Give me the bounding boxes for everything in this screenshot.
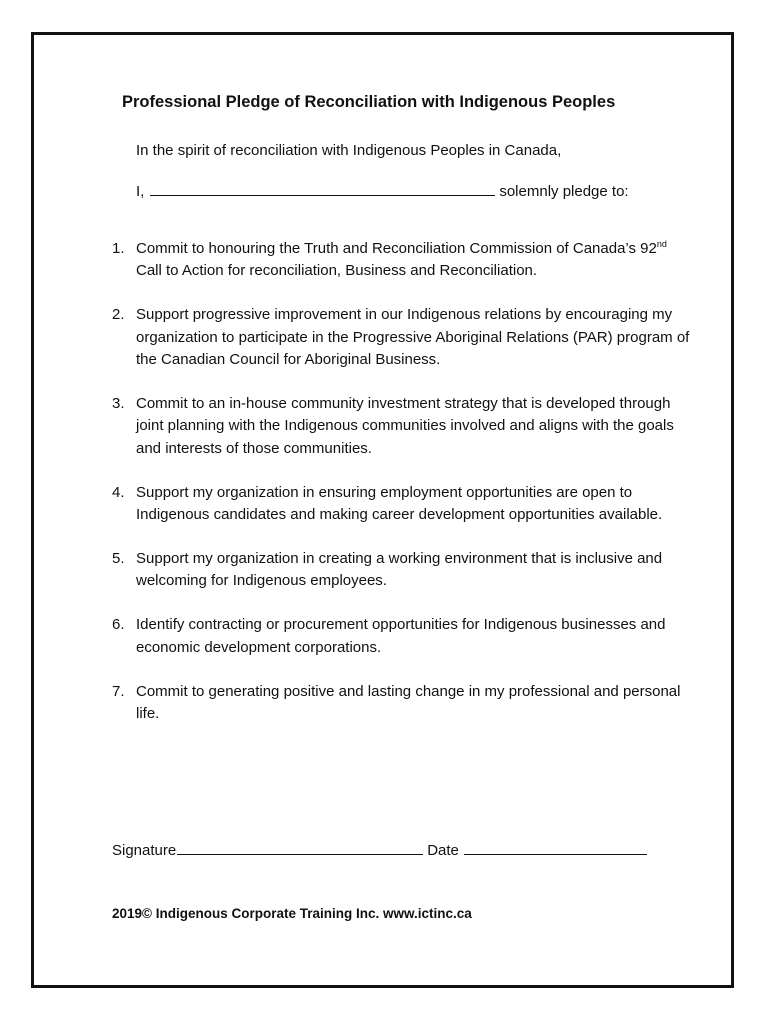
pledger-line	[136, 181, 629, 200]
pledge-item-number: 4.	[112, 483, 125, 501]
pledge-item-2	[112, 304, 692, 371]
pledge-item-number: 6.	[112, 616, 125, 634]
signature-label: Signature	[112, 842, 177, 859]
name-blank-field[interactable]	[150, 181, 495, 196]
pledge-item-text: Commit to generating positive and lasting change in my professional and personal life.	[136, 682, 681, 723]
pledger-suffix: solemnly pledge to:	[499, 183, 629, 200]
pledge-item-7	[112, 681, 692, 726]
signature-field[interactable]	[177, 840, 423, 855]
pledge-item-text-part: Commit to honouring the Truth and Reconciliation Commission of Canada’s 92	[136, 240, 657, 257]
pledge-item-text-part: Call to Action for reconciliation, Business and Reconciliation.	[136, 262, 538, 280]
date-field[interactable]	[464, 840, 647, 855]
document-title: Professional Pledge of Reconciliation with Indigenous Peoples	[122, 93, 616, 111]
pledge-list	[112, 238, 692, 747]
copyright-footer: 2019© Indigenous Corporate Training Inc. www.ictinc.ca	[112, 906, 472, 921]
pledge-item-5	[112, 548, 692, 593]
pledge-item-1	[112, 238, 692, 283]
date-label: Date	[427, 842, 459, 859]
pledge-item-text: Support progressive improvement in our Indigenous relations by encouraging my organization to participate in the Progressive Aboriginal Relations (PAR) program of the Canadian Council for Aboriginal Business.	[136, 306, 690, 369]
pledger-prefix: I,	[136, 183, 145, 200]
pledge-item-number: 2.	[112, 306, 125, 324]
pledge-item-4	[112, 482, 692, 527]
pledge-item-number: 5.	[112, 550, 125, 568]
pledge-item-text: Commit to an in-house community investment strategy that is developed through joint planning with the Indigenous communities involved and aligns with the goals and interests of those communities.	[136, 395, 674, 457]
pledge-item-text	[136, 240, 667, 279]
pledge-item-6	[112, 614, 692, 659]
pledge-item-number: 7.	[112, 682, 125, 700]
pledge-item-number: 3.	[112, 395, 125, 413]
pledge-item-3	[112, 393, 692, 460]
pledge-item-number: 1.	[112, 240, 125, 257]
signature-row	[112, 840, 647, 859]
ordinal-superscript: nd	[656, 239, 667, 249]
pledge-item-text: Support my organization in ensuring employment opportunities are open to Indigenous candidates and making career development opportunities available.	[136, 483, 663, 524]
pledge-item-text: Identify contracting or procurement opportunities for Indigenous businesses and economic development corporations.	[136, 616, 666, 656]
intro-text: In the spirit of reconciliation with Indigenous Peoples in Canada,	[136, 142, 562, 159]
pledge-item-text: Support my organization in creating a working environment that is inclusive and welcoming for Indigenous employees.	[136, 550, 663, 590]
